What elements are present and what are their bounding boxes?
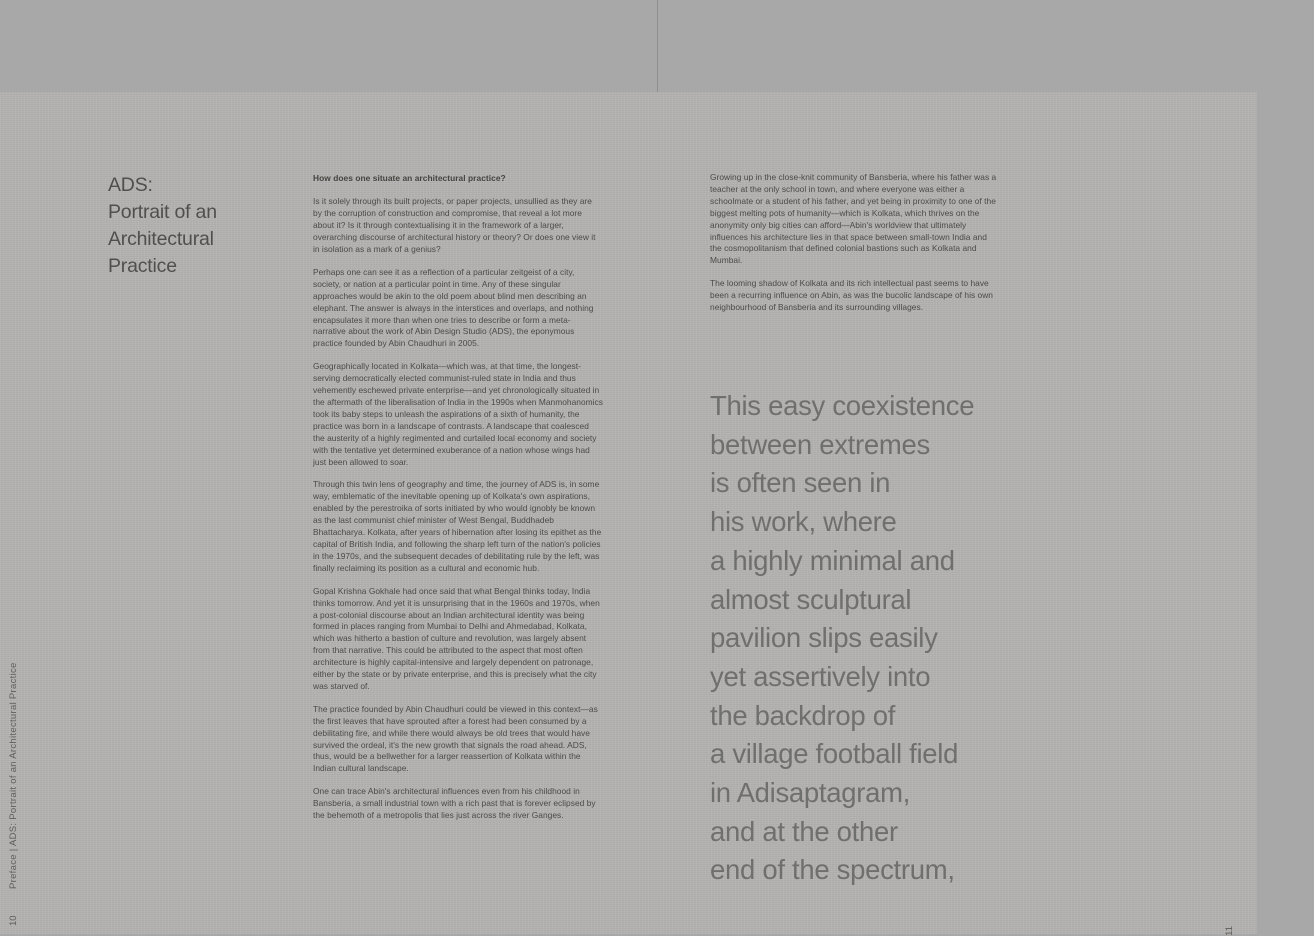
- lede-question: How does one situate an architectural practice?: [313, 173, 506, 183]
- page-title-line: Practice: [108, 255, 177, 277]
- body-paragraph: Is it solely through its built projects, or paper projects, unsullied as they are by the corruption of construction and compromise, that reveal a lot more about it? Is it through contextualising it in the framework of a larger, overarching discourse of architectural history or theory? Or does one view it in isolation as a mark of a genius?: [313, 196, 596, 255]
- page-number-right: 11: [1224, 926, 1235, 936]
- page-title-line: Architectural: [108, 228, 214, 250]
- pull-quote-line: his work, where: [710, 506, 897, 538]
- body-paragraph: Growing up in the close-knit community of Bansberia, where his father was a teacher at the only school in town, and where everyone was either a schoolmate or a student of his father, and yet being in proximity to one of the biggest melting pots of humanity—which is Kolkata, which thrives on the anonymity only big cities can afford—Abin's worldview that ultimately influences his architecture lies in that space between small-town India and the cosmopolitanism that defined colonial bastions such as Kolkata and Mumbai.: [710, 172, 997, 266]
- pull-quote: [710, 387, 1030, 890]
- pull-quote-line: almost sculptural: [710, 583, 912, 615]
- pull-quote-line: and at the other: [710, 815, 898, 847]
- pull-quote-line: end of the spectrum,: [710, 854, 955, 886]
- body-paragraph: Through this twin lens of geography and time, the journey of ADS is, in some way, emblematic of the inevitable opening up of Kolkata's own aspirations, enabled by the perestroika of sorts initiated by who would ignobly be known as the last communist chief minister of West Bengal, Buddhadeb Bhattacharya. Kolkata, after years of hibernation after losing its epithet as the capital of British India, and following the sharp left turn of the nation's policies in the 1970s, and the subsequent decades of debilitating rule by the left, was finally reclaiming its position as a cultural and economic hub.: [313, 479, 602, 573]
- page-title: [108, 172, 288, 280]
- pull-quote-line: a highly minimal and: [710, 544, 955, 576]
- page-title-line: ADS:: [108, 174, 153, 196]
- pull-quote-line: in Adisaptagram,: [710, 777, 911, 809]
- pull-quote-line: is often seen in: [710, 467, 891, 499]
- right-page: [657, 92, 1257, 934]
- pull-quote-line: pavilion slips easily: [710, 622, 938, 654]
- page-title-line: Portrait of an: [108, 201, 217, 223]
- right-text-column: [710, 172, 1000, 325]
- left-text-column: [313, 172, 603, 833]
- page-number-left: 10: [8, 915, 19, 926]
- body-paragraph: Perhaps one can see it as a reflection of a particular zeitgeist of a city, society, or nation at a particular point in time. Any of these singular approaches would be akin to the old poem about blind men describing an elephant. The answer is always in the interstices and overlaps, and nothing encapsulates it more than when one tries to describe or form a meta-narrative about the work of Abin Design Studio (ADS), the eponymous practice founded by Abin Chaudhuri in 2005.: [313, 266, 594, 349]
- running-head-left: Preface | ADS: Portrait of an Architectural Practice: [8, 662, 19, 889]
- left-page: [0, 92, 657, 934]
- body-paragraph: The practice founded by Abin Chaudhuri could be viewed in this context—as the first leaves that have sprouted after a forest had been consumed by a debilitating fire, and while there would always be old trees that would have survived the ordeal, it's the new growth that signals the road ahead. ADS, thus, would be a bellwether for a larger reassertion of Kolkata within the Indian cultural landscape.: [313, 703, 598, 774]
- pull-quote-line: yet assertively into: [710, 660, 931, 692]
- body-paragraph: Gopal Krishna Gokhale had once said that what Bengal thinks today, India thinks tomorrow. And yet it is unsurprising that in the 1960s and 1970s, when a post-colonial discourse about an Indian architectural identity was being formed in places ranging from Mumbai to Delhi and Ahmedabad, Kolkata, which was hitherto a bastion of culture and revolution, was largely absent from that narrative. This could be attributed to the aspect that most often architecture is highly capital-intensive and largely dependent on patronage, either by the state or by private enterprise, and this is precisely what the city was starved of.: [313, 585, 600, 691]
- body-paragraph: Geographically located in Kolkata—which was, at that time, the longest-serving democratically elected communist-ruled state in India and thus vehemently eschewed private enterprise—and yet chronologically situated in the aftermath of the liberalisation of India in the 1990s when Manmohanomics took its baby steps to unleash the aspirations of a sixth of humanity, the practice was born in a landscape of contrasts. A landscape that coalesced the austerity of a highly regimented and curtailed local economy and society with the tentative yet determined exuberance of a nation whose wings had just been allowed to soar.: [313, 361, 603, 467]
- body-paragraph: The looming shadow of Kolkata and its rich intellectual past seems to have been a recurring influence on Abin, as was the bucolic landscape of his own neighbourhood of Bansberia and its surrounding villages.: [710, 278, 993, 313]
- pull-quote-line: the backdrop of: [710, 699, 896, 731]
- pull-quote-line: a village football field: [710, 738, 959, 770]
- body-paragraph: One can trace Abin's architectural influences even from his childhood in Bansberia, a small industrial town with a rich past that is forever eclipsed by the behemoth of a metropolis that lies just across the river Ganges.: [313, 786, 596, 821]
- pull-quote-line: between extremes: [710, 428, 930, 460]
- pull-quote-line: This easy coexistence: [710, 390, 975, 421]
